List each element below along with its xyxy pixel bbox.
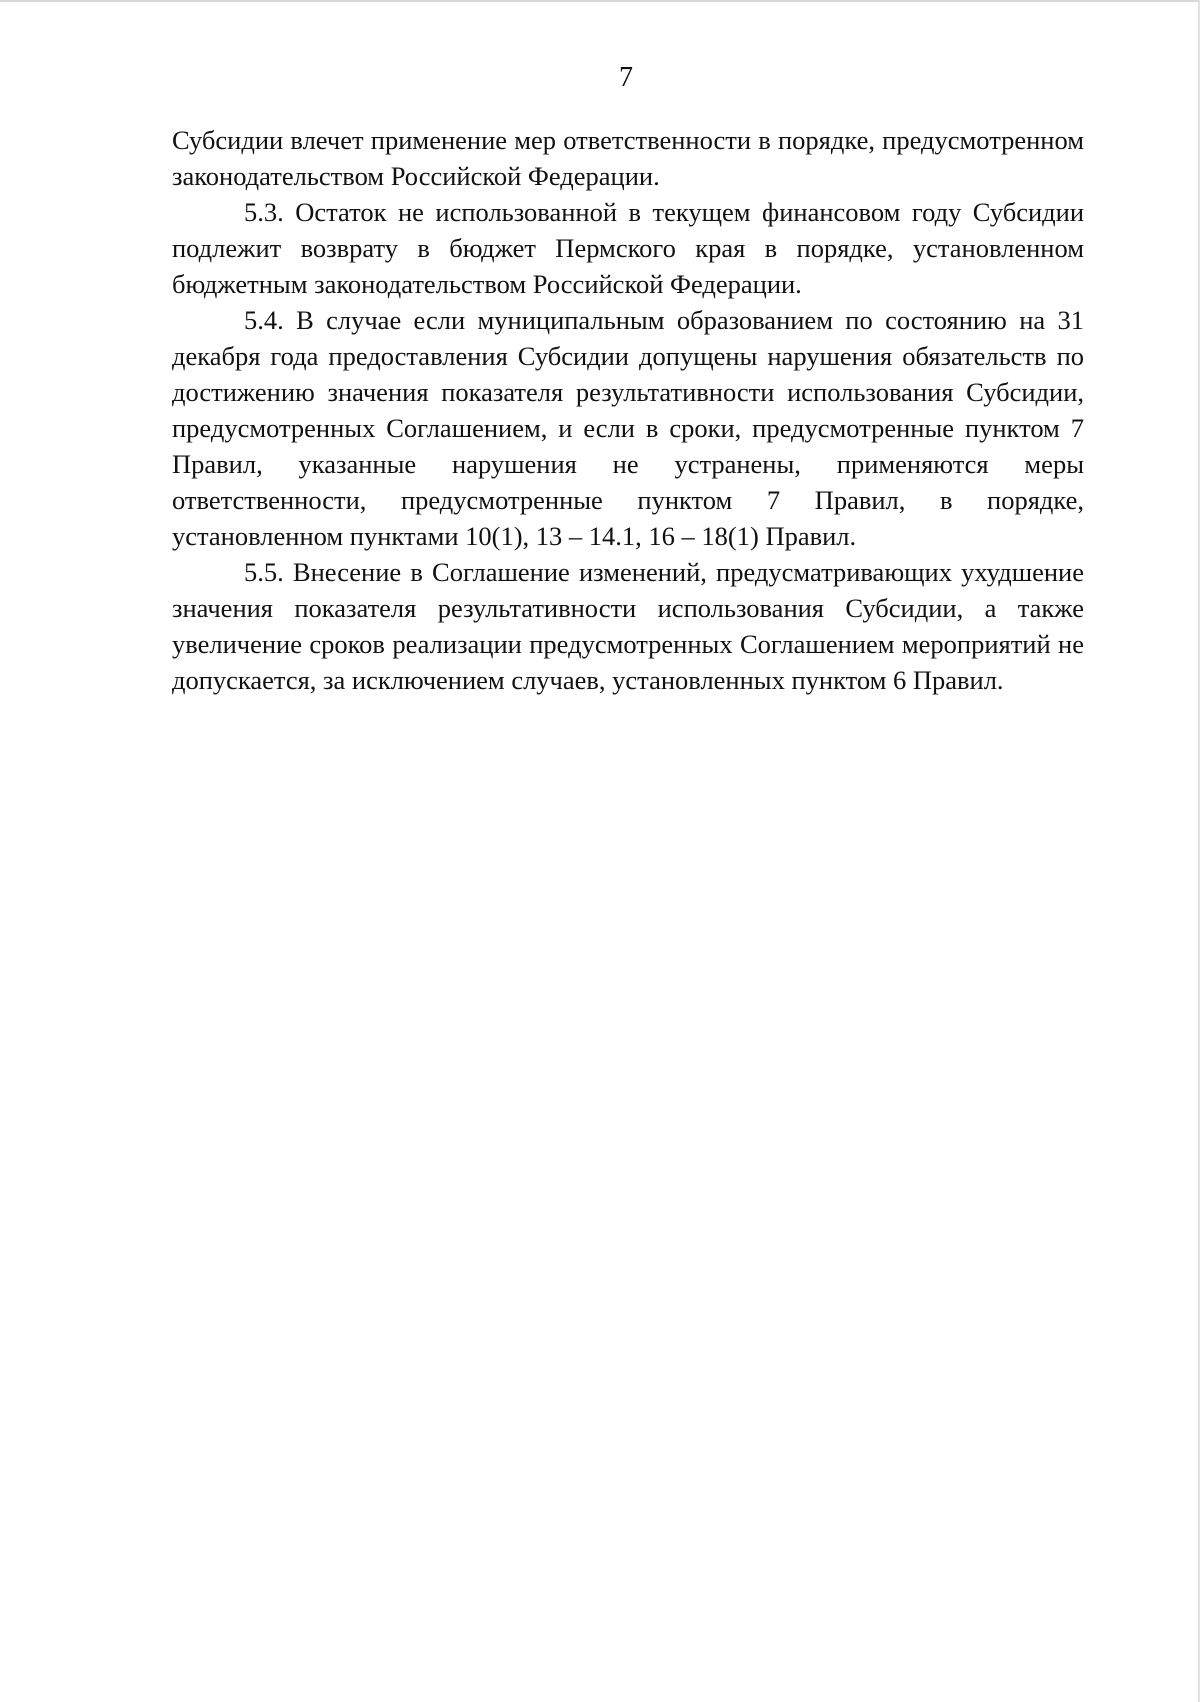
paragraph-5-4: 5.4. В случае если муниципальным образованием по состоянию на 31 декабря года предоставления Субсидии допущены нарушения обязательств по достижению значения показателя результативности использования Субсидии, предусмотренных Соглашением, и если в сроки, предусмотренные пунктом 7 Правил, указанные нарушения не устранены, применяются меры ответственности, предусмотренные пунктом 7 Правил, в порядке, установленном пунктами 10(1), 13 – 14.1, 16 – 18(1) Правил. [172, 305, 1084, 551]
paragraph-5-3: 5.3. Остаток не использованной в текущем финансовом году Субсидии подлежит возврату в бюджет Пермского края в порядке, установленном бюджетным законодательством Российской Федерации. [172, 197, 1084, 299]
scan-top-edge [0, 0, 1200, 2]
paragraph-5-5: 5.5. Внесение в Соглашение изменений, предусматривающих ухудшение значения показателя результативности использования Субсидии, а также увеличение сроков реализации предусмотренных Соглашением мероприятий не допускается, за исключением случаев, установленных пунктом 6 Правил. [172, 557, 1084, 695]
paragraph-continuation: Субсидии влечет применение мер ответственности в порядке, предусмотренном законодательством Российской Федерации. [172, 125, 1084, 191]
page-number: 7 [619, 62, 633, 93]
document-body [172, 122, 1084, 698]
